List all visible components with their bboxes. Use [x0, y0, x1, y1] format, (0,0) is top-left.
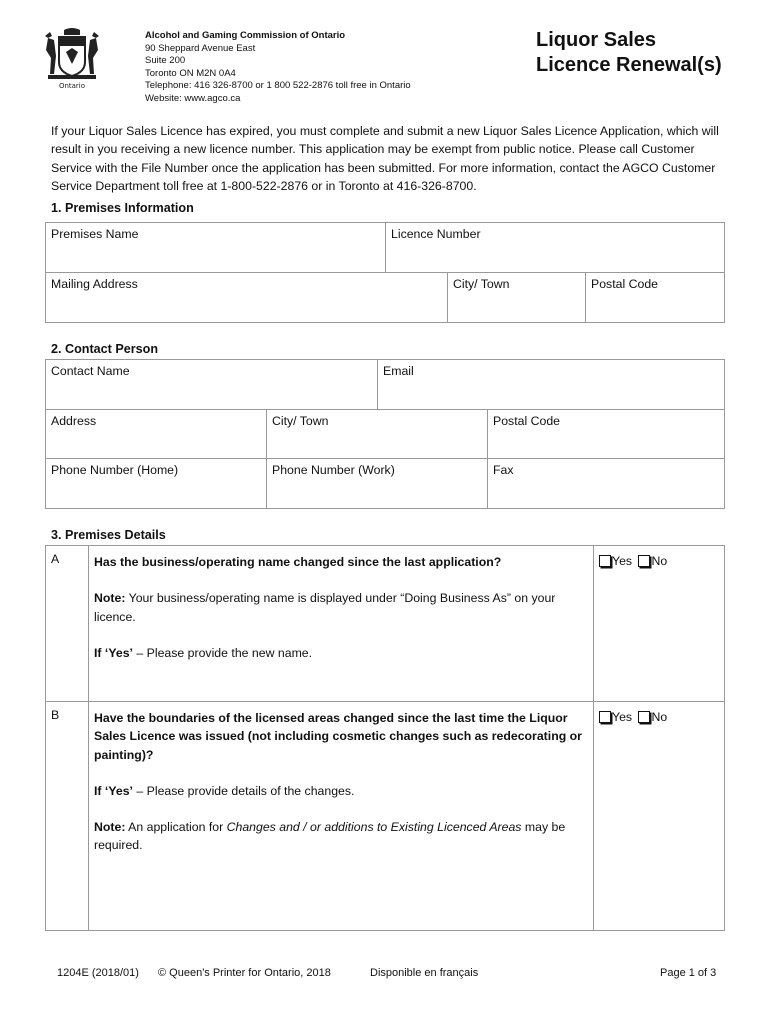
- phone-home-label: Phone Number (Home): [51, 463, 179, 477]
- city-town-label: City/ Town: [453, 277, 510, 291]
- phone-home-field[interactable]: [46, 459, 267, 508]
- premises-name-label: Premises Name: [51, 227, 139, 241]
- question-a-letter: A: [46, 546, 89, 701]
- section-2-title: 2. Contact Person: [51, 342, 159, 356]
- question-a-text: Has the business/operating name changed since the last application?: [94, 555, 502, 569]
- contact-name-field[interactable]: [46, 360, 378, 409]
- footer-form-code: 1204E (2018/01): [57, 967, 139, 979]
- note-text: Your business/operating name is displayed under “Doing Business As” on your licence.: [94, 591, 556, 624]
- section-3-title: 3. Premises Details: [51, 528, 166, 542]
- if-yes-text: – Please provide details of the changes.: [132, 783, 355, 798]
- checkbox-icon: [638, 555, 650, 567]
- question-a-options: [594, 546, 724, 701]
- question-b-note: [94, 818, 588, 855]
- contact-name-label: Contact Name: [51, 364, 130, 378]
- no-label: No: [651, 710, 668, 724]
- contact-city-town-label: City/ Town: [272, 414, 329, 428]
- agency-contact-block: [145, 30, 411, 106]
- org-name: Alcohol and Gaming Commission of Ontario: [145, 30, 346, 41]
- note-label: Note:: [94, 591, 126, 606]
- premises-details-table: [45, 545, 725, 931]
- question-b-letter: B: [46, 702, 89, 930]
- premises-name-field[interactable]: [46, 223, 386, 272]
- contact-postal-code-label: Postal Code: [493, 414, 560, 428]
- email-label: Email: [383, 364, 414, 378]
- checkbox-icon: [599, 711, 611, 723]
- question-a-yes-checkbox[interactable]: [599, 554, 632, 568]
- telephone-line: Telephone: 416 326-8700 or 1 800 522-2876 toll free in Ontario: [145, 80, 411, 92]
- question-b-no-checkbox[interactable]: [638, 710, 667, 724]
- footer-copyright: © Queen's Printer for Ontario, 2018: [158, 967, 331, 979]
- intro-paragraph: If your Liquor Sales Licence has expired, you must complete and submit a new Liquor Sales Licence Application, which will result in you receiving a new licence number. This application may be exempt from public notice. Please call Customer Service with the File Number once the application has been submitted. For more information, contact the AGCO Customer Service Department toll free at 1-800-522-2876 or in Toronto at 416-326-8700.: [51, 124, 719, 193]
- question-b-if-yes: [94, 782, 588, 800]
- yes-label: Yes: [612, 710, 633, 724]
- note-text-2: may be required.: [94, 820, 566, 853]
- question-a-row: [46, 546, 724, 702]
- question-a-body: [89, 546, 594, 701]
- if-yes-label: If ‘Yes’: [94, 783, 133, 798]
- fax-label: Fax: [493, 463, 514, 477]
- no-label: No: [651, 554, 668, 568]
- question-b-yes-checkbox[interactable]: [599, 710, 632, 724]
- licence-number-label: Licence Number: [391, 227, 481, 241]
- contact-city-town-field[interactable]: [267, 410, 488, 458]
- note-italic-form-name: Changes and / or additions to Existing Licenced Areas: [226, 820, 522, 835]
- note-label: Note:: [94, 820, 126, 835]
- crest-caption: Ontario: [58, 82, 86, 90]
- title-line-1: Liquor Sales: [536, 29, 657, 51]
- postal-code-field[interactable]: [586, 273, 724, 322]
- city-town-field[interactable]: [448, 273, 586, 322]
- premises-info-grid: [45, 222, 725, 323]
- checkbox-icon: [599, 555, 611, 567]
- contact-person-grid: [45, 359, 725, 509]
- fax-field[interactable]: [488, 459, 724, 508]
- question-b-row: [46, 702, 724, 930]
- website-line: Website: www.agco.ca: [145, 92, 241, 104]
- phone-work-label: Phone Number (Work): [272, 463, 395, 477]
- question-a-note: [94, 589, 588, 626]
- mailing-address-field[interactable]: [46, 273, 448, 322]
- question-a-no-checkbox[interactable]: [638, 554, 667, 568]
- mailing-address-label: Mailing Address: [51, 277, 138, 291]
- footer-french-available: Disponible en français: [370, 967, 479, 979]
- section-1-title: 1. Premises Information: [51, 201, 194, 215]
- address-line-2: Suite 200: [145, 55, 186, 67]
- contact-postal-code-field[interactable]: [488, 410, 724, 458]
- question-b-body: [89, 702, 594, 930]
- note-text-1: An application for: [125, 820, 227, 835]
- checkbox-icon: [638, 711, 650, 723]
- address-line-3: Toronto ON M2N 0A4: [145, 67, 236, 79]
- postal-code-label: Postal Code: [591, 277, 658, 291]
- email-field[interactable]: [378, 360, 724, 409]
- yes-label: Yes: [612, 554, 633, 568]
- title-line-2: Licence Renewal(s): [536, 54, 722, 76]
- contact-address-field[interactable]: [46, 410, 267, 458]
- phone-work-field[interactable]: [267, 459, 488, 508]
- if-yes-label: If ‘Yes’: [94, 645, 133, 660]
- document-title: [536, 28, 722, 78]
- address-line-1: 90 Sheppard Avenue East: [145, 42, 256, 54]
- footer-page-number: Page 1 of 3: [660, 967, 717, 979]
- if-yes-text: – Please provide the new name.: [132, 645, 313, 660]
- contact-address-label: Address: [51, 414, 97, 428]
- licence-number-field[interactable]: [386, 223, 724, 272]
- question-a-if-yes: [94, 644, 588, 662]
- ontario-crest-logo: [42, 26, 102, 90]
- question-b-text: Have the boundaries of the licensed areas changed since the last time the Liquor Sales Licence was issued (not including cosmetic changes such as redecorating or painting)?: [94, 711, 582, 762]
- question-b-options: [594, 702, 724, 930]
